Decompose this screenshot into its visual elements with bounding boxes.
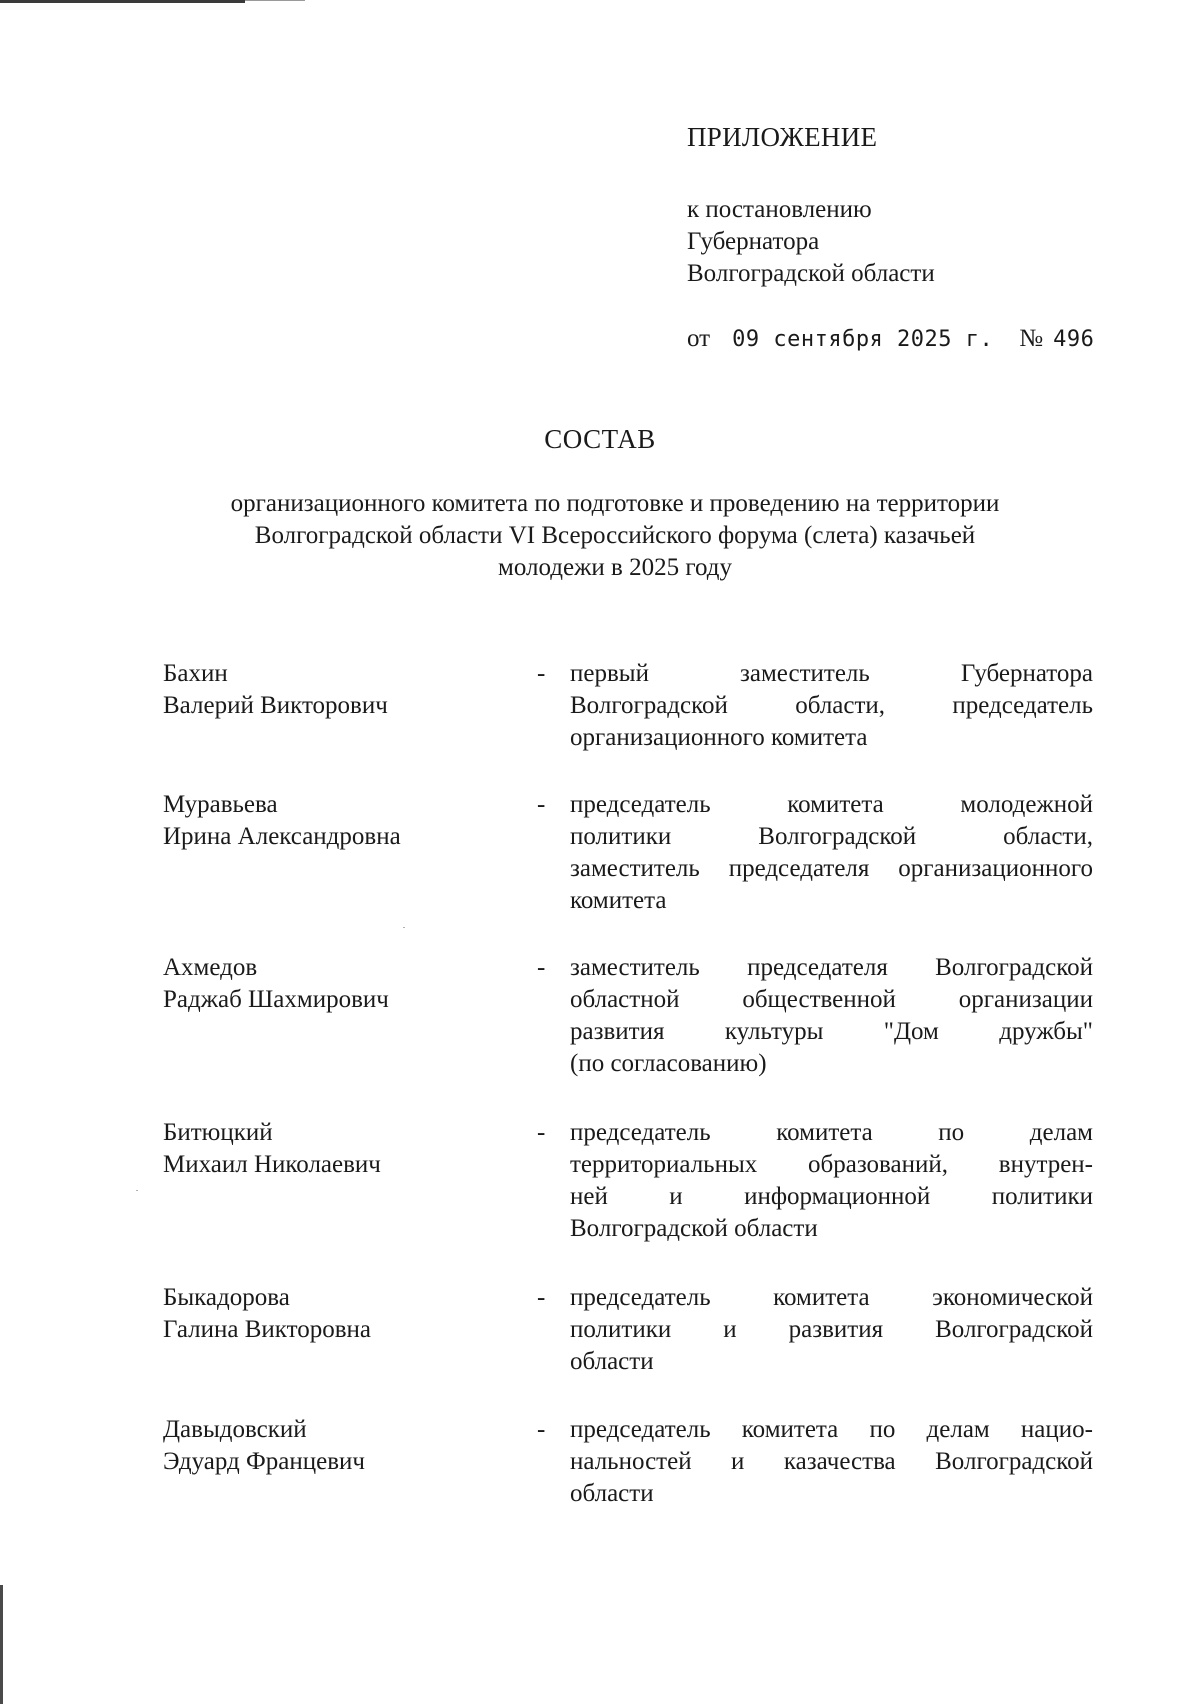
document-title: СОСТАВ [544, 424, 656, 454]
role-word: Волгоградской [935, 1316, 1093, 1343]
member-surname: Бахин [163, 660, 228, 687]
role-word: области, [795, 692, 886, 719]
role-word: молодежной [960, 791, 1093, 818]
member-dash: - [537, 1284, 546, 1311]
role-line: территориальных образований, внутрен- [570, 1151, 1093, 1178]
role-line [570, 690, 1093, 722]
member-dash: - [537, 1119, 546, 1146]
appendix-heading: ПРИЛОЖЕНИЕ [687, 122, 878, 152]
role-line: заместитель председателя Волгоградской [570, 954, 1093, 981]
member-name [163, 1282, 371, 1346]
role-word: председатель [570, 791, 711, 818]
role-line: области [570, 1348, 654, 1375]
member-given-names: Раджаб Шахмирович [163, 986, 389, 1013]
member-role [570, 1282, 1093, 1378]
member-dash: - [537, 791, 546, 818]
role-word: первый [570, 660, 649, 687]
role-line: заместитель председателя организационного [570, 855, 1093, 882]
member-role [570, 658, 1093, 754]
role-word: комитета [773, 1284, 870, 1311]
member-name [163, 1117, 381, 1181]
role-line [570, 1016, 1093, 1048]
member-given-names: Ирина Александровна [163, 823, 401, 850]
member-name [163, 1414, 365, 1478]
role-word: председатель [570, 1284, 711, 1311]
member-role [570, 789, 1093, 917]
role-line [570, 1181, 1093, 1213]
role-word: и [723, 1316, 737, 1343]
member-dash: - [537, 1416, 546, 1443]
to-decree-line: к постановлению [687, 196, 872, 223]
member-surname: Муравьева [163, 791, 278, 818]
role-word: организации [958, 986, 1093, 1013]
member-dash: - [537, 954, 546, 981]
decree-date: 09 сентября 2025 г. [732, 327, 994, 352]
role-word: области, [1003, 823, 1093, 850]
role-word: политики [991, 1183, 1093, 1210]
role-word: областной [570, 986, 680, 1013]
member-dash: - [537, 660, 546, 687]
role-word: заместитель [739, 660, 870, 687]
number-sign: № [1019, 325, 1044, 352]
role-word: делам [1029, 1119, 1093, 1146]
role-word: "Дом [883, 1018, 939, 1045]
member-role [570, 1117, 1093, 1245]
member-role [570, 1414, 1093, 1510]
member-name [163, 658, 388, 722]
member-given-names: Эдуард Францевич [163, 1448, 365, 1475]
role-word: комитета [776, 1119, 873, 1146]
role-word: и [669, 1183, 683, 1210]
member-role [570, 952, 1093, 1080]
role-line [570, 1314, 1093, 1346]
role-line: комитета [570, 887, 667, 914]
member-name [163, 789, 401, 853]
member-surname: Битюцкий [163, 1119, 273, 1146]
role-word: развития [788, 1316, 884, 1343]
role-line [570, 984, 1093, 1016]
role-word: ней [570, 1183, 608, 1210]
role-line [570, 789, 1093, 821]
role-line: (по согласованию) [570, 1050, 767, 1077]
member-given-names: Михаил Николаевич [163, 1151, 381, 1178]
role-word: информационной [744, 1183, 931, 1210]
role-word: Волгоградской [570, 692, 728, 719]
subtitle-line: Волгоградской области VI Всероссийского форума (слета) казачьей [254, 522, 976, 549]
role-word: Волгоградской [758, 823, 917, 850]
to-decree-line: Губернатора [687, 228, 820, 255]
to-decree-line: Волгоградской области [687, 260, 935, 287]
subtitle-line: организационного комитета по подготовке и проведению на территории [230, 490, 1000, 517]
role-word: политики [570, 1316, 672, 1343]
member-surname: Давыдовский [163, 1416, 307, 1443]
role-word: развития [570, 1018, 665, 1045]
member-given-names: Валерий Викторович [163, 692, 388, 719]
member-given-names: Галина Викторовна [163, 1316, 371, 1343]
role-line: нальностей и казачества Волгоградской [570, 1448, 1093, 1475]
role-word: комитета [787, 791, 884, 818]
role-line [570, 821, 1093, 853]
member-name [163, 952, 389, 1016]
role-word: председатель [952, 692, 1093, 719]
member-surname: Быкадорова [163, 1284, 290, 1311]
role-word: политики [570, 823, 672, 850]
subtitle-line: молодежи в 2025 году [498, 554, 732, 581]
role-word: Губернатора [960, 660, 1093, 687]
decree-number: 496 [1053, 327, 1095, 352]
role-line: области [570, 1480, 654, 1507]
role-line: организационного комитета [570, 724, 868, 751]
role-line [570, 1117, 1093, 1149]
role-word: культуры [724, 1018, 824, 1045]
role-line [570, 1282, 1093, 1314]
date-prefix: от [687, 325, 711, 352]
role-line: председатель комитета по делам нацио- [570, 1416, 1093, 1443]
role-line: Волгоградской области [570, 1215, 818, 1242]
role-word: общественной [742, 986, 896, 1013]
role-word: экономической [932, 1284, 1093, 1311]
role-word: председатель [570, 1119, 711, 1146]
role-line [570, 658, 1093, 690]
member-surname: Ахмедов [163, 954, 258, 981]
role-word: по [938, 1119, 965, 1146]
role-word: дружбы" [999, 1018, 1093, 1045]
